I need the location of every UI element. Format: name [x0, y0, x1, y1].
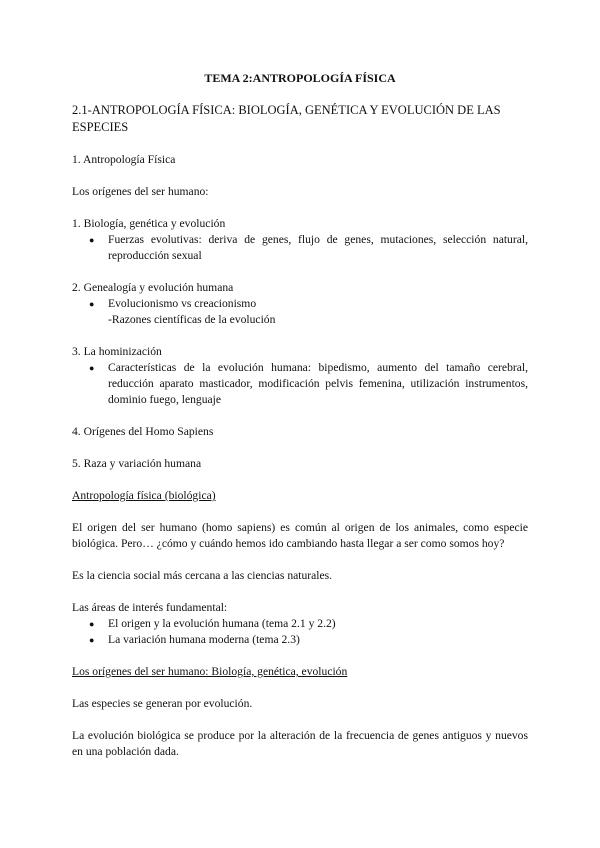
section-title: 2.1-ANTROPOLOGÍA FÍSICA: BIOLOGÍA, GENÉTICA Y EVOLUCIÓN DE LAS ESPECIES [72, 103, 501, 134]
list-item [72, 296, 528, 328]
bullet-list [72, 360, 528, 408]
outline-item-3 [72, 344, 528, 408]
bullet-list [72, 296, 528, 328]
paragraph-science: Es la ciencia social más cercana a las ciencias naturales. [72, 569, 333, 582]
list-item-text: Fuerzas evolutivas: deriva de genes, flujo de genes, mutaciones, selección natural, reproducción sexual [108, 233, 528, 262]
bullet-list [72, 232, 528, 264]
outline-heading: 2. Genealogía y evolución humana [72, 281, 234, 294]
list-item [72, 632, 528, 648]
list-item-text: Características de la evolución humana: bipedismo, aumento del tamaño cerebral, reducción aparato masticador, modificación pelvis femenina, utilización instrumentos, dominio fuego, lenguaje [108, 361, 528, 406]
intro-text: Los orígenes del ser humano: [72, 185, 209, 198]
subsection-title: 1. Antropología Física [72, 153, 176, 166]
paragraph-evolution: La evolución biológica se produce por la alteración de la frecuencia de genes antiguos y nuevos en una población dada. [72, 729, 528, 758]
bullet-icon: ● [89, 235, 95, 245]
paragraph-species: Las especies se generan por evolución. [72, 697, 253, 710]
document-title: TEMA 2:ANTROPOLOGÍA FÍSICA [204, 71, 396, 85]
list-item-text: El origen y la evolución humana (tema 2.1 y 2.2) [108, 617, 336, 630]
outline-heading: 1. Biología, genética y evolución [72, 217, 226, 230]
list-item-text: La variación humana moderna (tema 2.3) [108, 633, 300, 646]
document-page [72, 70, 528, 776]
list-item-text: Evolucionismo vs creacionismo [108, 297, 257, 310]
bullet-list [72, 616, 528, 648]
areas-of-interest [72, 600, 528, 648]
heading-physical-anthropology: Antropología física (biológica) [72, 489, 216, 502]
paragraph-origin: El origen del ser humano (homo sapiens) es común al origen de los animales, como especie biológica. Pero… ¿cómo y cuándo hemos ido cambiando hasta llegar a ser como somos hoy? [72, 521, 528, 550]
list-item [72, 360, 528, 408]
bullet-icon: ● [89, 619, 95, 629]
outline-item-4: 4. Orígenes del Homo Sapiens [72, 425, 214, 438]
list-item [72, 616, 528, 632]
bullet-icon: ● [89, 299, 95, 309]
outline-item-5: 5. Raza y variación humana [72, 457, 202, 470]
list-item-subtext: -Razones científicas de la evolución [108, 313, 276, 326]
list-item [72, 232, 528, 264]
outline-heading: 3. La hominización [72, 345, 162, 358]
areas-heading: Las áreas de interés fundamental: [72, 601, 228, 614]
outline-item-1 [72, 216, 528, 264]
outline-item-2 [72, 280, 528, 328]
heading-origins: Los orígenes del ser humano: Biología, genética, evolución [72, 665, 348, 678]
bullet-icon: ● [89, 635, 95, 645]
bullet-icon: ● [89, 363, 95, 373]
